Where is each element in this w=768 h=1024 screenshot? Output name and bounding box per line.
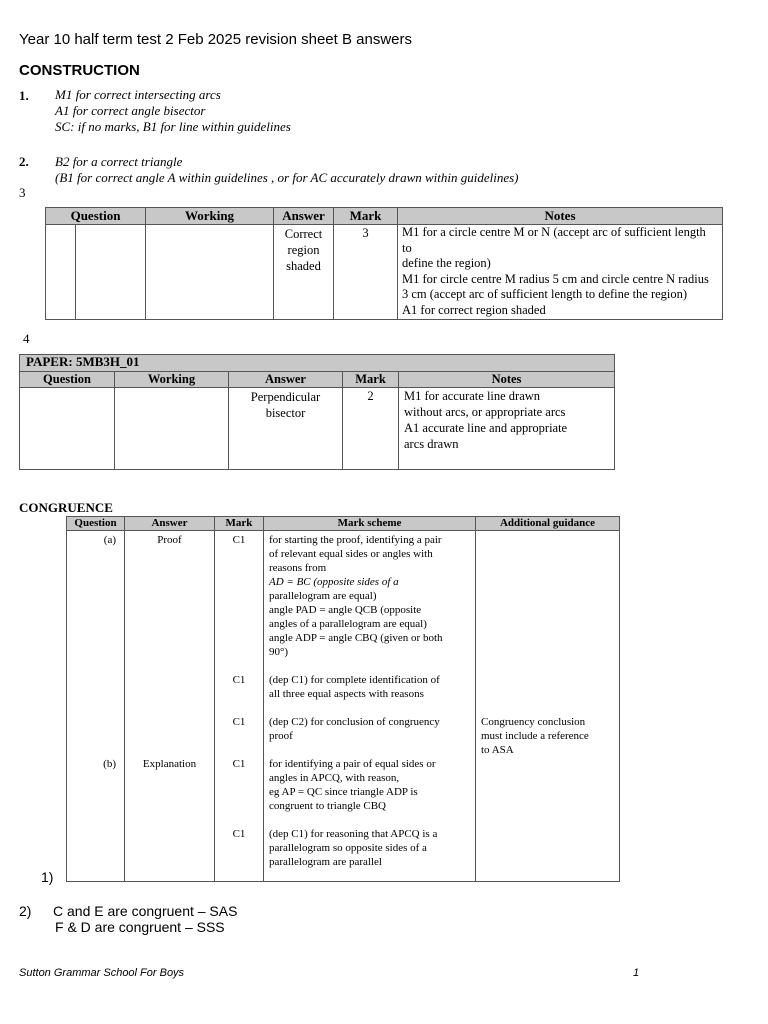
question-1-scheme (55, 87, 291, 135)
question-cell (20, 388, 115, 470)
answer-2-line-2: F & D are congruent – SSS (55, 919, 225, 935)
col-header-working: Working (115, 372, 229, 388)
answer-cell (125, 531, 215, 882)
scheme-line: (B1 for correct angle A within guidelines , or for AC accurately drawn within guidelines) (55, 170, 519, 185)
notes-line: A1 accurate line and appropriate (404, 421, 568, 435)
answer-cell (274, 225, 334, 320)
document-title: Year 10 half term test 2 Feb 2025 revision sheet B answers (19, 31, 412, 48)
working-cell (146, 225, 274, 320)
footer-page-number: 1 (633, 967, 640, 979)
mark-cell: 3 (334, 225, 398, 320)
mark-cell: 2 (343, 388, 399, 470)
guidance-line: to ASA (481, 744, 514, 756)
table-header-row (46, 208, 723, 225)
scheme-line: (dep C1) for reasoning that APCQ is a (269, 828, 438, 840)
scheme-line: (dep C1) for complete identification of (269, 674, 440, 686)
answer-label-2: 2) (19, 903, 32, 919)
table-paper-row (20, 355, 615, 372)
construction-heading: CONSTRUCTION (19, 62, 140, 79)
col-header-additional-guidance: Additional guidance (476, 517, 620, 531)
table-row (67, 531, 620, 882)
scheme-line: angles in APCQ, with reason, (269, 772, 400, 784)
congruence-heading: CONGRUENCE (19, 500, 113, 515)
notes-line: arcs drawn (404, 437, 459, 451)
answer-line: Correct (284, 227, 323, 241)
table-header-row (67, 517, 620, 531)
mark-value: C1 (232, 758, 246, 770)
col-header-notes: Notes (399, 372, 615, 388)
part-a-label: (a) (103, 534, 116, 546)
footer-school-name: Sutton Grammar School For Boys (19, 967, 185, 979)
question-cell (76, 225, 146, 320)
question-3-mark-table (45, 207, 723, 320)
notes-cell (399, 388, 615, 470)
answer-2-line-1: C and E are congruent – SAS (53, 903, 238, 919)
guidance-line: Congruency conclusion (481, 716, 586, 728)
scheme-line: reasons from (269, 562, 327, 574)
scheme-line: angle PAD = angle QCB (opposite (269, 604, 422, 616)
notes-line: 3 cm (accept arc of sufficient length to define the region) (402, 287, 688, 302)
scheme-line: B2 for a correct triangle (55, 154, 183, 169)
working-cell (115, 388, 229, 470)
answer-label-1: 1) (41, 869, 54, 885)
additional-guidance-cell (476, 531, 620, 882)
scheme-line: parallelogram are parallel (269, 856, 382, 868)
col-header-question: Question (67, 517, 125, 531)
col-header-notes: Notes (398, 208, 723, 225)
paper-code: PAPER: 5MB3H_01 (20, 355, 615, 372)
scheme-line: angle ADP = angle CBQ (given or both (269, 632, 443, 644)
notes-cell (398, 225, 723, 320)
question-4-number: 4 (23, 331, 30, 346)
table-row (20, 388, 615, 470)
scheme-line: for identifying a pair of equal sides or (269, 758, 436, 770)
mark-value: C1 (232, 828, 246, 840)
answer-line: Perpendicular (250, 390, 321, 404)
scheme-line: of relevant equal sides or angles with (269, 548, 433, 560)
answer-cell (229, 388, 343, 470)
notes-line: without arcs, or appropriate arcs (404, 405, 566, 419)
scheme-line: 90°) (269, 646, 289, 658)
mark-value: C1 (232, 716, 246, 728)
scheme-line: (dep C2) for conclusion of congruency (269, 716, 440, 728)
mark-scheme-cell (264, 531, 476, 882)
scheme-line: all three equal aspects with reasons (269, 688, 424, 700)
notes-line: A1 for correct region shaded (402, 302, 546, 317)
question-2-scheme (55, 154, 519, 186)
scheme-line: angles of a parallelogram are equal) (269, 618, 427, 630)
mark-value: C1 (232, 534, 246, 546)
col-header-answer: Answer (125, 517, 215, 531)
question-1-number: 1. (19, 88, 29, 103)
question-cell (67, 531, 125, 882)
col-header-working: Working (146, 208, 274, 225)
question-3-number: 3 (19, 185, 26, 200)
scheme-line: A1 for correct angle bisector (55, 103, 206, 118)
notes-line: define the region) (402, 256, 491, 271)
col-header-mark: Mark (343, 372, 399, 388)
question-2-number: 2. (19, 154, 29, 169)
scheme-line: parallelogram are equal) (269, 590, 377, 602)
col-header-question: Question (20, 372, 115, 388)
scheme-line: for starting the proof, identifying a pair (269, 534, 442, 546)
col-header-mark: Mark (215, 517, 264, 531)
answer-line: bisector (265, 406, 306, 420)
col-header-mark: Mark (334, 208, 398, 225)
table-row (46, 225, 723, 320)
notes-line: M1 for a circle centre M or N (accept arc of sufficient length to (402, 225, 706, 255)
scheme-line: congruent to triangle CBQ (269, 800, 387, 812)
answer-line: region (287, 243, 320, 257)
mark-value: C1 (232, 674, 246, 686)
scheme-line: SC: if no marks, B1 for line within guidelines (55, 119, 291, 134)
scheme-line: AD = BC (opposite sides of a (269, 576, 399, 588)
scheme-line: eg AP = QC since triangle ADP is (269, 786, 418, 798)
col-header-question: Question (46, 208, 146, 225)
notes-line: M1 for accurate line drawn (404, 389, 541, 403)
question-cell (46, 225, 76, 320)
guidance-line: must include a reference (481, 730, 589, 742)
answer-line: shaded (286, 259, 321, 273)
question-4-mark-table (19, 354, 615, 470)
scheme-line: M1 for correct intersecting arcs (55, 87, 221, 102)
table-header-row (20, 372, 615, 388)
notes-line: M1 for circle centre M radius 5 cm and circle centre N radius (402, 271, 709, 286)
col-header-mark-scheme: Mark scheme (264, 517, 476, 531)
mark-cell (215, 531, 264, 882)
part-a-answer: Proof (157, 534, 182, 546)
scheme-line: parallelogram so opposite sides of a (269, 842, 427, 854)
congruence-mark-table (66, 516, 620, 882)
part-b-label: (b) (103, 758, 116, 770)
part-b-answer: Explanation (142, 758, 197, 770)
col-header-answer: Answer (274, 208, 334, 225)
col-header-answer: Answer (229, 372, 343, 388)
scheme-line: proof (269, 730, 293, 742)
